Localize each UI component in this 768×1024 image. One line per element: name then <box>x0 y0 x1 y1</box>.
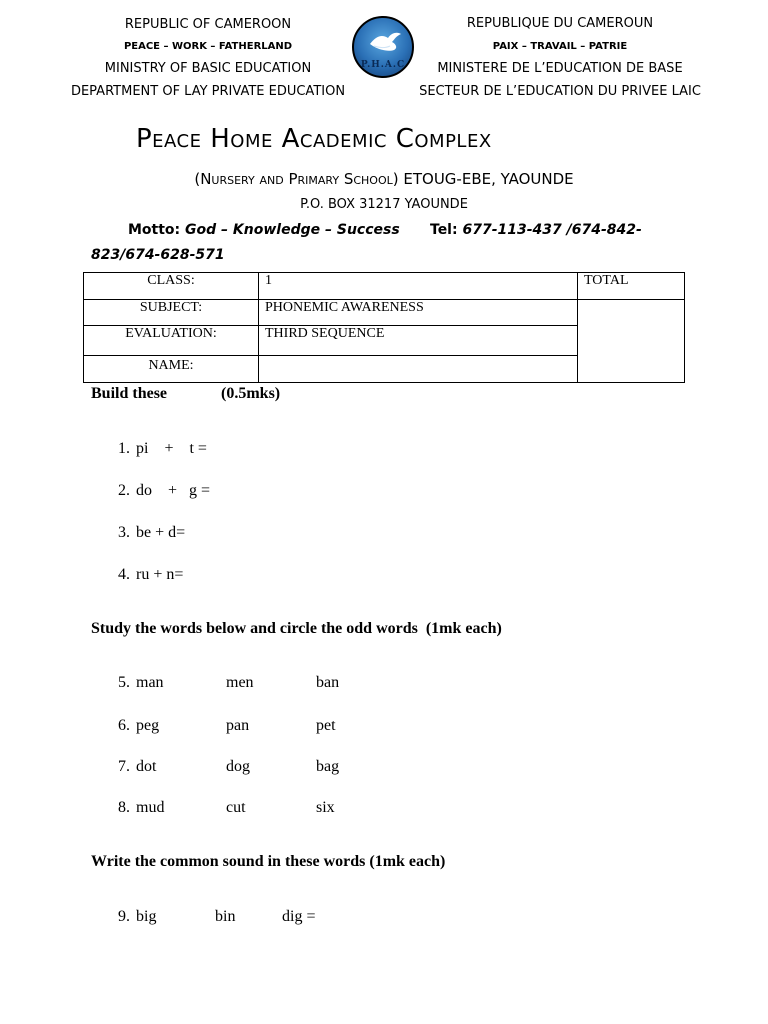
question-number: 6. <box>118 717 130 734</box>
question-number: 2. <box>118 482 130 499</box>
header-right-line1: REPUBLIQUE DU CAMEROUN <box>466 16 654 31</box>
question-text: do + g = <box>136 482 211 499</box>
question-number: 8. <box>118 799 130 816</box>
question-number: 3. <box>118 524 130 541</box>
motto-text: God – Knowledge – Success <box>185 222 400 238</box>
school-subtitle: (Nursery and Primary School) ETOUG-EBE, YAOUNDE <box>194 170 574 188</box>
word-2: dog <box>226 758 250 775</box>
word-1: dot <box>136 758 157 775</box>
name-label: NAME: <box>84 356 259 383</box>
section2-title-text: Study the words below and circle the odd words <box>91 620 418 637</box>
word-2: bin <box>215 908 236 925</box>
question-number: 5. <box>118 674 130 691</box>
tel-number-cont: 823/674-628-571 <box>91 247 225 263</box>
school-logo <box>352 16 414 78</box>
question-number: 1. <box>118 440 130 457</box>
section1-title-text: Build these <box>91 385 168 402</box>
section3-title: Write the common sound in these words (1mk each) <box>91 853 446 870</box>
question-text: ru + n= <box>136 566 184 583</box>
total-label: TOTAL <box>578 273 685 300</box>
motto-line <box>128 222 400 238</box>
section2-title <box>91 620 502 638</box>
po-box: P.O. BOX 31217 YAOUNDE <box>300 197 468 212</box>
tel-number: 677-113-437 /674-842- <box>462 222 642 238</box>
header-right-line3: MINISTERE DE L’EDUCATION DE BASE <box>437 61 683 76</box>
subject-label: SUBJECT: <box>84 300 259 326</box>
question-text: pi + t = <box>136 440 207 457</box>
word-3: pet <box>316 717 336 734</box>
section1-title <box>91 385 280 403</box>
class-value[interactable]: 1 <box>259 273 578 300</box>
question-number: 4. <box>118 566 130 583</box>
word-1: big <box>136 908 157 925</box>
logo-text: P.H.A.C <box>360 60 406 70</box>
dove-icon <box>368 30 402 54</box>
tel-label: Tel: <box>430 222 458 238</box>
section2-marks: (1mk each) <box>425 620 502 637</box>
word-2: cut <box>226 799 246 816</box>
header-left-line2: PEACE – WORK – FATHERLAND <box>123 41 293 52</box>
evaluation-label: EVALUATION: <box>84 326 259 356</box>
subject-value[interactable]: PHONEMIC AWARENESS <box>259 300 578 326</box>
info-table <box>83 272 685 383</box>
header-right-line4: SECTEUR DE L’EDUCATION DU PRIVEE LAIC <box>419 84 701 99</box>
word-3: dig = <box>282 908 316 925</box>
header-right-line2: PAIX – TRAVAIL – PATRIE <box>492 41 628 52</box>
word-2: pan <box>226 717 250 734</box>
header-left-line4: DEPARTMENT OF LAY PRIVATE EDUCATION <box>70 84 346 99</box>
header-left-line1: REPUBLIC OF CAMEROON <box>124 17 292 32</box>
motto-label: Motto: <box>128 222 181 238</box>
word-3: six <box>316 799 335 816</box>
word-1: mud <box>136 799 165 816</box>
school-name: Peace Home Academic Complex <box>136 124 492 154</box>
header-left-line3: MINISTRY OF BASIC EDUCATION <box>104 61 312 76</box>
name-value[interactable] <box>259 356 578 383</box>
question-number: 9. <box>118 908 130 925</box>
question-text: be + d= <box>136 524 186 541</box>
class-label: CLASS: <box>84 273 259 300</box>
word-2: men <box>226 674 254 691</box>
word-3: bag <box>316 758 340 775</box>
word-3: ban <box>316 674 340 691</box>
section1-marks: (0.5mks) <box>221 385 281 402</box>
total-box[interactable] <box>578 300 685 383</box>
word-1: peg <box>136 717 160 734</box>
tel-line <box>430 222 642 238</box>
evaluation-value[interactable]: THIRD SEQUENCE <box>259 326 578 356</box>
question-number: 7. <box>118 758 130 775</box>
word-1: man <box>136 674 164 691</box>
